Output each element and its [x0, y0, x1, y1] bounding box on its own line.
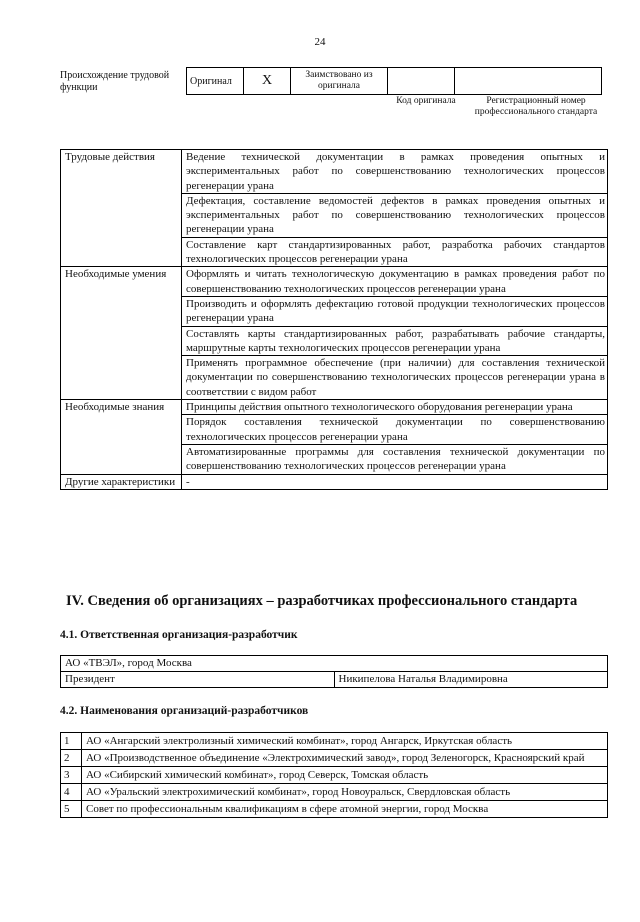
developer-number: 3: [61, 767, 82, 784]
reg-caption: Регистрационный номер профессионального стандарта: [474, 96, 598, 117]
function-category: Необходимые знания: [61, 400, 182, 474]
function-item: Порядок составления технической документации по совершенствованию технологических процессов регенерации урана: [182, 415, 608, 445]
function-category: Другие характеристики: [61, 474, 182, 489]
developer-row: [61, 801, 608, 818]
function-item: Ведение технической документации в рамках проведения опытных и экспериментальных работ по совершенствованию технологических процессов регенерации урана: [182, 150, 608, 194]
function-item: Принципы действия опытного технологического оборудования регенерации урана: [182, 400, 608, 415]
developers-table: [60, 732, 608, 818]
developer-number: 4: [61, 784, 82, 801]
function-item: Составлять карты стандартизированных работ, разрабатывать рабочие стандарты, маршрутные карты технологических процессов регенерации урана: [182, 326, 608, 356]
reg-number-cell: [455, 68, 602, 95]
function-item: Производить и оформлять дефектацию готовой продукции технологических процессов регенерации урана: [182, 296, 608, 326]
developer-number: 1: [61, 733, 82, 750]
developer-name: АО «Производственное объединение «Электрохимический завод», город Зеленогорск, Красноярский край: [82, 750, 608, 767]
subsection-responsible: 4.1. Ответственная организация-разработчик: [60, 629, 298, 641]
function-row: [61, 400, 608, 415]
developer-row: [61, 784, 608, 801]
function-row: [61, 150, 608, 194]
code-caption: Код оригинала: [396, 96, 456, 106]
person-name: Никипелова Наталья Владимировна: [334, 672, 608, 688]
function-category: Трудовые действия: [61, 150, 182, 267]
developer-row: [61, 750, 608, 767]
original-mark: X: [244, 68, 291, 95]
function-category: Необходимые умения: [61, 267, 182, 400]
origin-table: [186, 67, 602, 95]
function-item: Составление карт стандартизированных работ, разработка рабочих стандартов технологических процессов регенерации урана: [182, 237, 608, 267]
developer-number: 5: [61, 801, 82, 818]
developer-number: 2: [61, 750, 82, 767]
code-cell: [388, 68, 455, 95]
subsection-developers: 4.2. Наименования организаций-разработчиков: [60, 705, 309, 717]
responsible-org-table: [60, 655, 608, 688]
borrowed-label: Заимствовано из оригинала: [291, 68, 388, 95]
developer-name: АО «Ангарский электролизный химический комбинат», город Ангарск, Иркутская область: [82, 733, 608, 750]
developer-row: [61, 733, 608, 750]
function-item: -: [182, 474, 608, 489]
developer-name: Совет по профессиональным квалификациям в сфере атомной энергии, город Москва: [82, 801, 608, 818]
function-item: Автоматизированные программы для составления технической документации по совершенствованию технологических процессов регенерации урана: [182, 444, 608, 474]
position: Президент: [61, 672, 335, 688]
function-item: Оформлять и читать технологическую документацию в рамках проведения работ по совершенствованию технологических процессов регенерации урана: [182, 267, 608, 297]
developer-name: АО «Сибирский химический комбинат», город Северск, Томская область: [82, 767, 608, 784]
responsible-org: АО «ТВЭЛ», город Москва: [61, 656, 608, 672]
page-number: 24: [314, 36, 326, 48]
function-row: [61, 267, 608, 297]
developer-row: [61, 767, 608, 784]
function-row: [61, 474, 608, 489]
function-item: Дефектация, составление ведомостей дефектов в рамках проведения опытных и экспериментальных работ по совершенствованию технологических процессов регенерации урана: [182, 193, 608, 237]
section-title: IV. Сведения об организациях – разработчиках профессионального стандарта: [66, 593, 578, 609]
original-label: Оригинал: [187, 68, 244, 95]
origin-label: Происхождение трудовой функции: [60, 70, 170, 93]
function-item: Применять программное обеспечение (при наличии) для составления технической документации по совершенствованию технологических процессов регенерации урана в соответствии с видом работ: [182, 356, 608, 400]
function-table: [60, 149, 608, 490]
developer-name: АО «Уральский электрохимический комбинат», город Новоуральск, Свердловская область: [82, 784, 608, 801]
